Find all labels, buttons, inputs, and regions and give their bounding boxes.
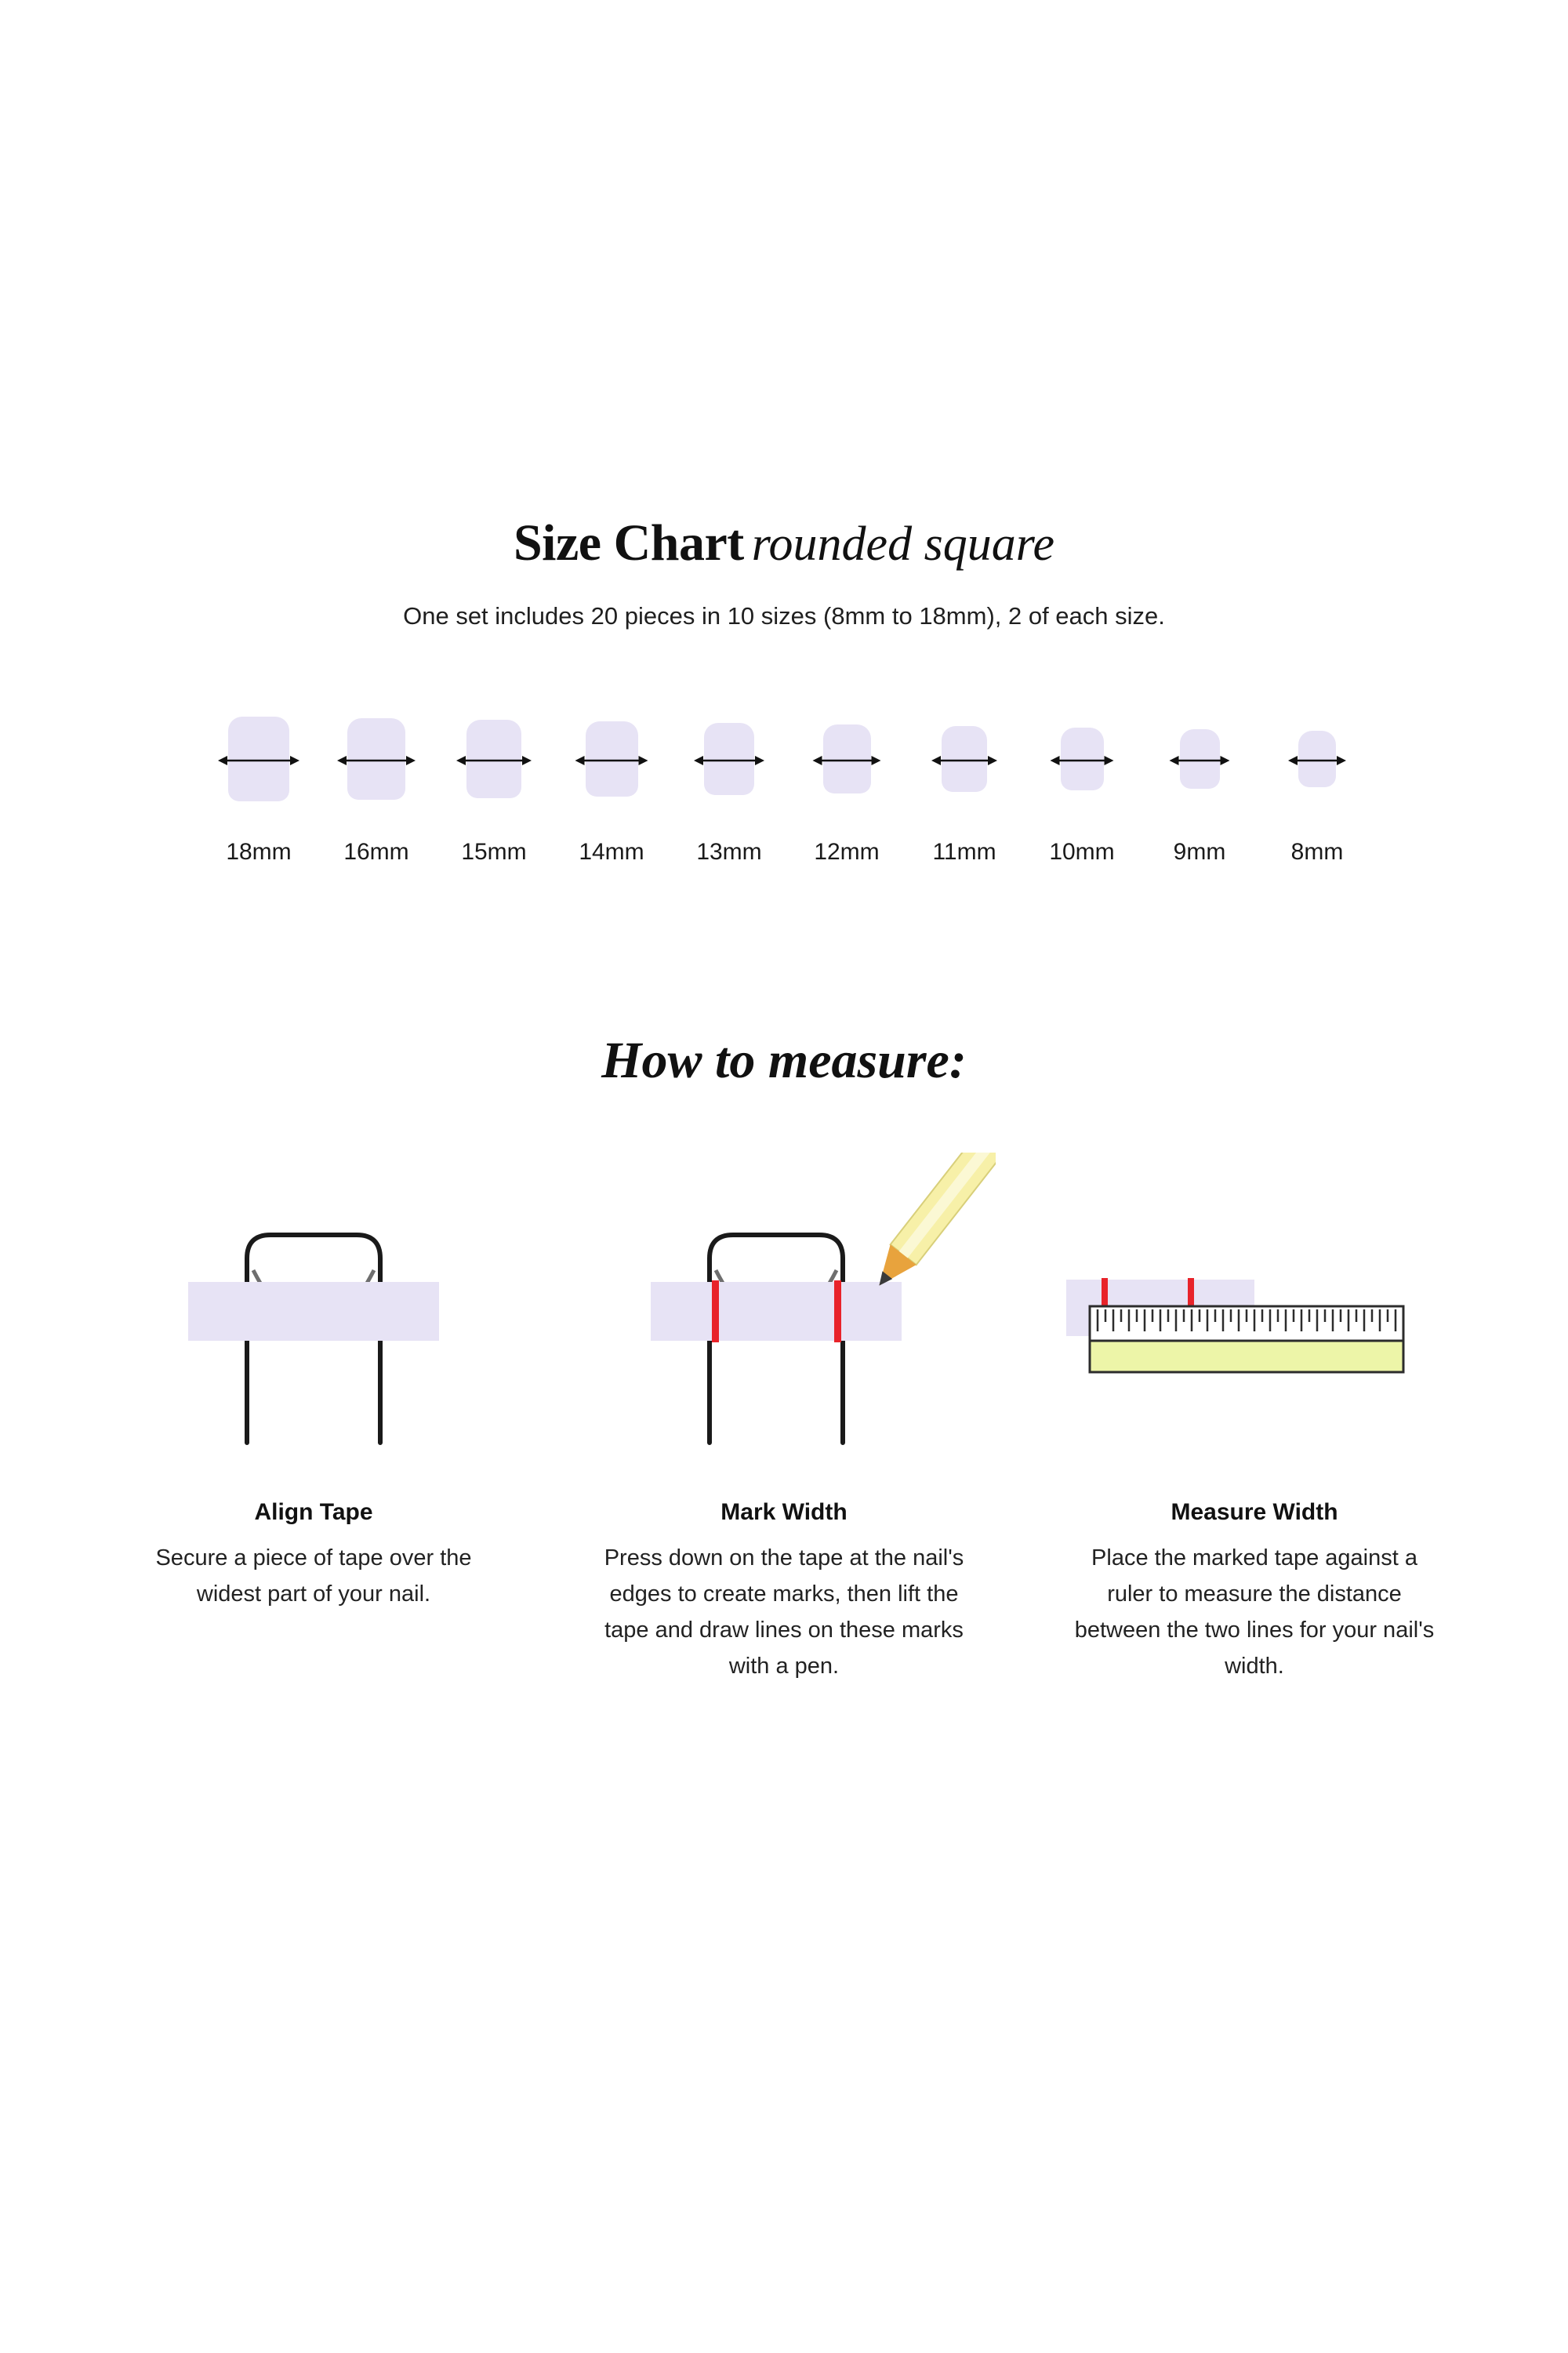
size-label: 8mm bbox=[1290, 839, 1344, 865]
step-description: Place the marked tape against a ruler to measure the distance between the two lines for your nail's width. bbox=[1074, 1545, 1435, 1679]
step-title: Align Tape bbox=[254, 1499, 373, 1525]
width-arrow-icon bbox=[1170, 753, 1230, 768]
how-to-measure-heading: How to measure: bbox=[601, 1032, 967, 1089]
nail-swatch-wrap bbox=[466, 696, 521, 822]
size-label: 18mm bbox=[226, 839, 292, 865]
size-label: 14mm bbox=[579, 839, 644, 865]
finger-with-tape-illustration bbox=[102, 1153, 525, 1490]
nail-swatch-wrap bbox=[586, 696, 638, 822]
size-chart-item bbox=[553, 696, 670, 866]
page-title bbox=[0, 514, 1568, 573]
width-arrow-icon bbox=[337, 753, 416, 768]
subtitle-text: One set includes 20 pieces in 10 sizes (8mm to 18mm), 2 of each size. bbox=[403, 602, 1165, 630]
finger-with-marked-tape-illustration bbox=[572, 1153, 996, 1490]
size-chart-item bbox=[200, 696, 318, 866]
nail-swatch-wrap bbox=[823, 696, 871, 822]
width-arrow-icon bbox=[1051, 753, 1114, 768]
step-measure-width bbox=[1043, 1153, 1466, 1684]
nail-swatch-wrap bbox=[1180, 696, 1220, 822]
nail-swatch-wrap bbox=[704, 696, 754, 822]
marked-tape-on-ruler-illustration bbox=[1043, 1153, 1466, 1490]
width-arrow-icon bbox=[456, 753, 532, 768]
size-label: 11mm bbox=[932, 839, 996, 865]
step-description: Press down on the tape at the nail's edges to create marks, then lift the tape and draw lines on these marks with a pen. bbox=[604, 1545, 964, 1679]
size-label: 10mm bbox=[1049, 839, 1115, 865]
size-chart-item bbox=[1258, 696, 1376, 866]
nail-swatch-wrap bbox=[1298, 696, 1336, 822]
step-description: Secure a piece of tape over the widest part of your nail. bbox=[155, 1545, 472, 1607]
width-arrow-icon bbox=[1288, 753, 1346, 768]
step-title: Mark Width bbox=[720, 1499, 848, 1525]
size-chart-item bbox=[318, 696, 435, 866]
size-chart-item bbox=[1023, 696, 1141, 866]
size-label: 15mm bbox=[461, 839, 527, 865]
size-chart-item bbox=[670, 696, 788, 866]
nail-swatch-wrap bbox=[347, 696, 405, 822]
size-chart-row bbox=[200, 696, 1376, 866]
width-arrow-icon bbox=[813, 753, 881, 768]
width-arrow-icon bbox=[931, 753, 997, 768]
size-label: 12mm bbox=[814, 839, 880, 865]
width-arrow-icon bbox=[218, 753, 299, 768]
size-label: 9mm bbox=[1173, 839, 1226, 865]
size-chart-item bbox=[1141, 696, 1258, 866]
size-chart-item bbox=[906, 696, 1023, 866]
title-main-text: Size Chart bbox=[513, 514, 744, 572]
step-mark-width bbox=[572, 1153, 996, 1684]
width-arrow-icon bbox=[575, 753, 648, 768]
width-arrow-icon bbox=[694, 753, 764, 768]
size-chart-item bbox=[788, 696, 906, 866]
steps-row bbox=[102, 1153, 1466, 1684]
title-shape-text: rounded square bbox=[751, 517, 1055, 571]
nail-swatch-wrap bbox=[1061, 696, 1104, 822]
step-title: Measure Width bbox=[1171, 1499, 1338, 1525]
nail-swatch-wrap bbox=[228, 696, 289, 822]
size-label: 16mm bbox=[343, 839, 409, 865]
step-align-tape bbox=[102, 1153, 525, 1684]
size-chart-item bbox=[435, 696, 553, 866]
size-label: 13mm bbox=[696, 839, 762, 865]
nail-swatch-wrap bbox=[942, 696, 987, 822]
